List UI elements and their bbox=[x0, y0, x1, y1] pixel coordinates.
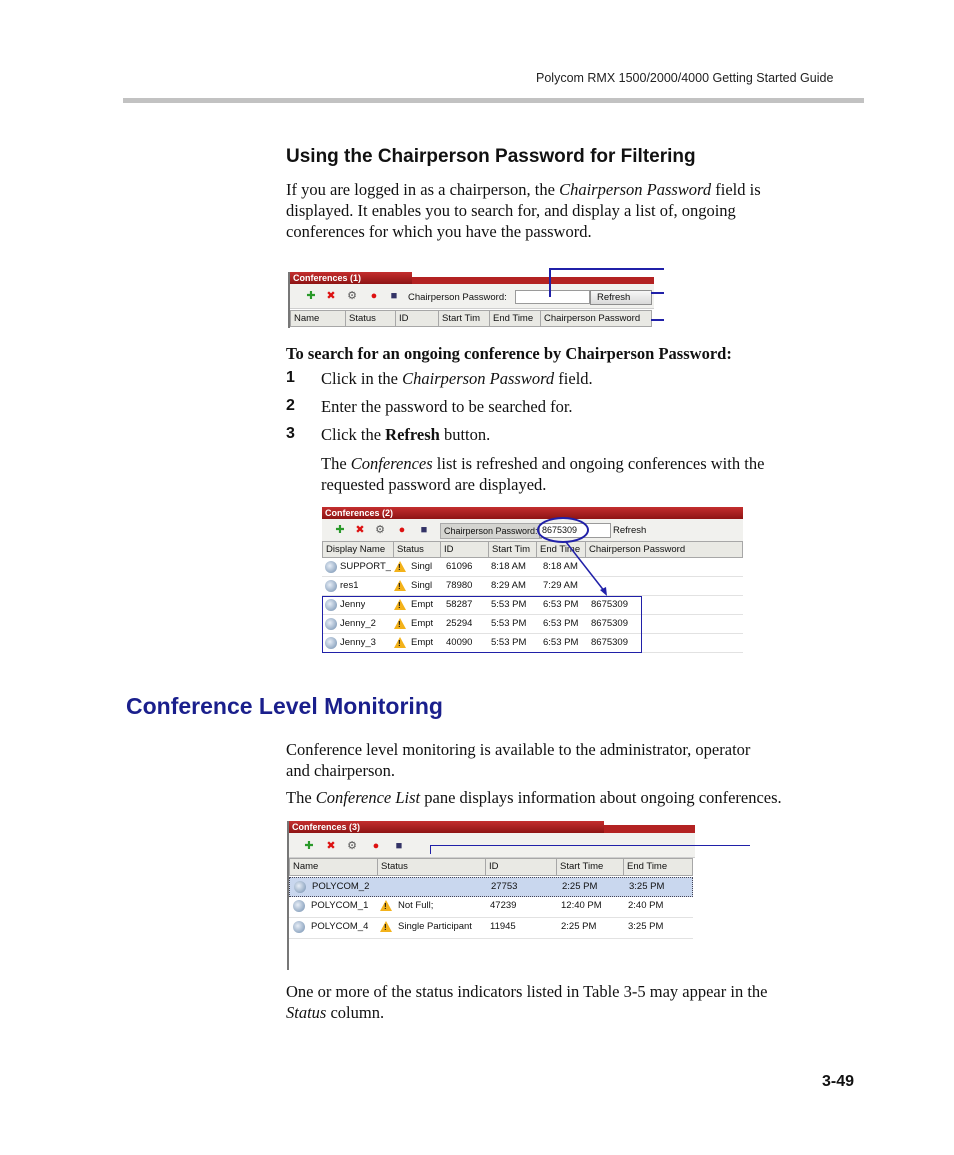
step-number: 2 bbox=[286, 397, 295, 414]
chairperson-password-label: Chairperson Password: bbox=[440, 523, 542, 539]
table-row[interactable]: SUPPORT_ ! Singl 61096 8:18 AM 8:18 AM bbox=[322, 558, 743, 577]
warning-icon: ! bbox=[394, 561, 406, 572]
refresh-button[interactable]: Refresh bbox=[590, 290, 652, 305]
new-conference-icon[interactable]: ✚ bbox=[335, 524, 345, 536]
delete-conference-icon[interactable]: ✖ bbox=[326, 290, 336, 302]
column-header-row bbox=[289, 858, 693, 876]
chairperson-password-field[interactable] bbox=[515, 290, 590, 304]
pane-title: Conferences (1) bbox=[290, 272, 412, 284]
section-heading-conference-monitoring: Conference Level Monitoring bbox=[126, 693, 443, 719]
section1-paragraph: If you are logged in as a chairperson, the Chairperson Password field is displayed. It enables you to search for, and display a list of, ongoing conferences for which you have the password. bbox=[286, 180, 761, 241]
closing-paragraph: One or more of the status indicators listed in Table 3-5 may appear in the Status column. bbox=[286, 982, 768, 1022]
column-id[interactable]: ID bbox=[486, 859, 557, 875]
column-name[interactable]: Name bbox=[291, 311, 346, 326]
record-icon[interactable]: ● bbox=[372, 840, 380, 852]
delete-conference-icon[interactable]: ✖ bbox=[326, 840, 336, 852]
conference-icon bbox=[293, 900, 305, 912]
stop-icon[interactable]: ■ bbox=[395, 840, 403, 852]
column-status[interactable]: Status bbox=[346, 311, 396, 326]
running-header: Polycom RMX 1500/2000/4000 Getting Started Guide bbox=[536, 71, 834, 85]
step-text: Enter the password to be searched for. bbox=[321, 397, 573, 416]
chairperson-password-field[interactable]: 8675309 bbox=[539, 523, 611, 538]
new-conference-icon[interactable]: ✚ bbox=[304, 840, 314, 852]
table-row[interactable]: POLYCOM_4 ! Single Participant 11945 2:25 PM 3:25 PM bbox=[289, 918, 693, 939]
warning-icon: ! bbox=[394, 637, 406, 648]
toolbar bbox=[322, 519, 743, 542]
chairperson-password-label: Chairperson Password: bbox=[408, 292, 507, 303]
column-end-time[interactable]: End Time bbox=[490, 311, 541, 326]
warning-icon: ! bbox=[380, 921, 392, 932]
conferences-pane-screenshot-1 bbox=[288, 272, 654, 328]
tools-icon[interactable]: ⚙ bbox=[347, 840, 357, 852]
refresh-button[interactable]: Refresh bbox=[613, 525, 647, 536]
column-display-name[interactable]: Display Name bbox=[323, 542, 394, 557]
column-start-time[interactable]: Start Time bbox=[557, 859, 624, 875]
warning-icon: ! bbox=[394, 618, 406, 629]
delete-conference-icon[interactable]: ✖ bbox=[355, 524, 365, 536]
toolbar bbox=[290, 284, 654, 309]
pane-title: Conferences (2) bbox=[322, 507, 743, 519]
column-chairperson-password[interactable]: Chairperson Password bbox=[544, 313, 641, 324]
callout-line bbox=[549, 268, 551, 297]
conference-icon bbox=[294, 881, 306, 893]
step-number: 1 bbox=[286, 369, 295, 386]
warning-icon: ! bbox=[394, 599, 406, 610]
callout-line bbox=[651, 292, 664, 294]
highlight-box bbox=[322, 596, 642, 653]
column-end-time[interactable]: End Time bbox=[627, 861, 668, 872]
column-start-time[interactable]: Start Tim bbox=[439, 311, 490, 326]
table-row[interactable]: POLYCOM_1 ! Not Full; 47239 12:40 PM 2:40 PM bbox=[289, 897, 693, 918]
column-start-time[interactable]: Start Tim bbox=[489, 542, 537, 557]
column-id[interactable]: ID bbox=[441, 542, 489, 557]
pane-title: Conferences (3) bbox=[289, 821, 604, 833]
tools-icon[interactable]: ⚙ bbox=[375, 524, 385, 536]
new-conference-icon[interactable]: ✚ bbox=[306, 290, 316, 302]
column-header-row bbox=[290, 310, 652, 327]
conference-list bbox=[289, 877, 693, 970]
table-row-selected[interactable]: POLYCOM_2 27753 2:25 PM 3:25 PM bbox=[289, 877, 693, 897]
header-rule bbox=[123, 98, 864, 103]
step-text: Click in the Chairperson Password field. bbox=[321, 369, 593, 388]
table-row[interactable]: Jenny_2 ! Empt 25294 5:53 PM 6:53 PM 8675309 bbox=[322, 615, 743, 634]
step-result: The Conferences list is refreshed and ongoing conferences with the requested password are displayed. bbox=[321, 454, 765, 494]
section-heading-chairperson-filter: Using the Chairperson Password for Filtering bbox=[286, 146, 696, 167]
column-name[interactable]: Name bbox=[290, 859, 378, 875]
table-row[interactable]: Jenny_3 ! Empt 40090 5:53 PM 6:53 PM 8675309 bbox=[322, 634, 743, 653]
warning-icon: ! bbox=[394, 580, 406, 591]
record-icon[interactable]: ● bbox=[370, 290, 378, 302]
callout-line bbox=[430, 845, 750, 846]
conference-icon bbox=[325, 561, 337, 573]
column-header-row bbox=[322, 541, 743, 558]
stop-icon[interactable]: ■ bbox=[390, 290, 398, 302]
page-number: 3-49 bbox=[822, 1073, 855, 1090]
callout-arrow bbox=[560, 540, 610, 600]
column-status[interactable]: Status bbox=[394, 542, 441, 557]
column-id[interactable]: ID bbox=[396, 311, 439, 326]
stop-icon[interactable]: ■ bbox=[420, 524, 428, 536]
procedure-heading: To search for an ongoing conference by Chairperson Password: bbox=[286, 344, 732, 363]
column-end-time[interactable]: End Time bbox=[537, 542, 586, 557]
column-chairperson-password[interactable]: Chairperson Password bbox=[589, 544, 686, 555]
conference-icon bbox=[293, 921, 305, 933]
conference-icon bbox=[325, 580, 337, 592]
warning-icon: ! bbox=[380, 900, 392, 911]
column-status[interactable]: Status bbox=[378, 859, 486, 875]
table-row[interactable]: res1 ! Singl 78980 8:29 AM 7:29 AM bbox=[322, 577, 743, 596]
record-icon[interactable]: ● bbox=[398, 524, 406, 536]
callout-line bbox=[651, 319, 664, 321]
callout-line bbox=[549, 268, 664, 270]
table-row[interactable]: Jenny ! Empt 58287 5:53 PM 6:53 PM 8675309 bbox=[322, 596, 743, 615]
callout-line bbox=[430, 845, 431, 854]
conferences-pane-screenshot-3 bbox=[287, 821, 695, 970]
step-number: 3 bbox=[286, 425, 295, 442]
section2-paragraph-2: The Conference List pane displays information about ongoing conferences. bbox=[286, 788, 782, 807]
section2-paragraph-1: Conference level monitoring is available to the administrator, operator and chairperson. bbox=[286, 740, 751, 780]
tools-icon[interactable]: ⚙ bbox=[347, 290, 357, 302]
step-text: Click the Refresh button. bbox=[321, 425, 491, 444]
